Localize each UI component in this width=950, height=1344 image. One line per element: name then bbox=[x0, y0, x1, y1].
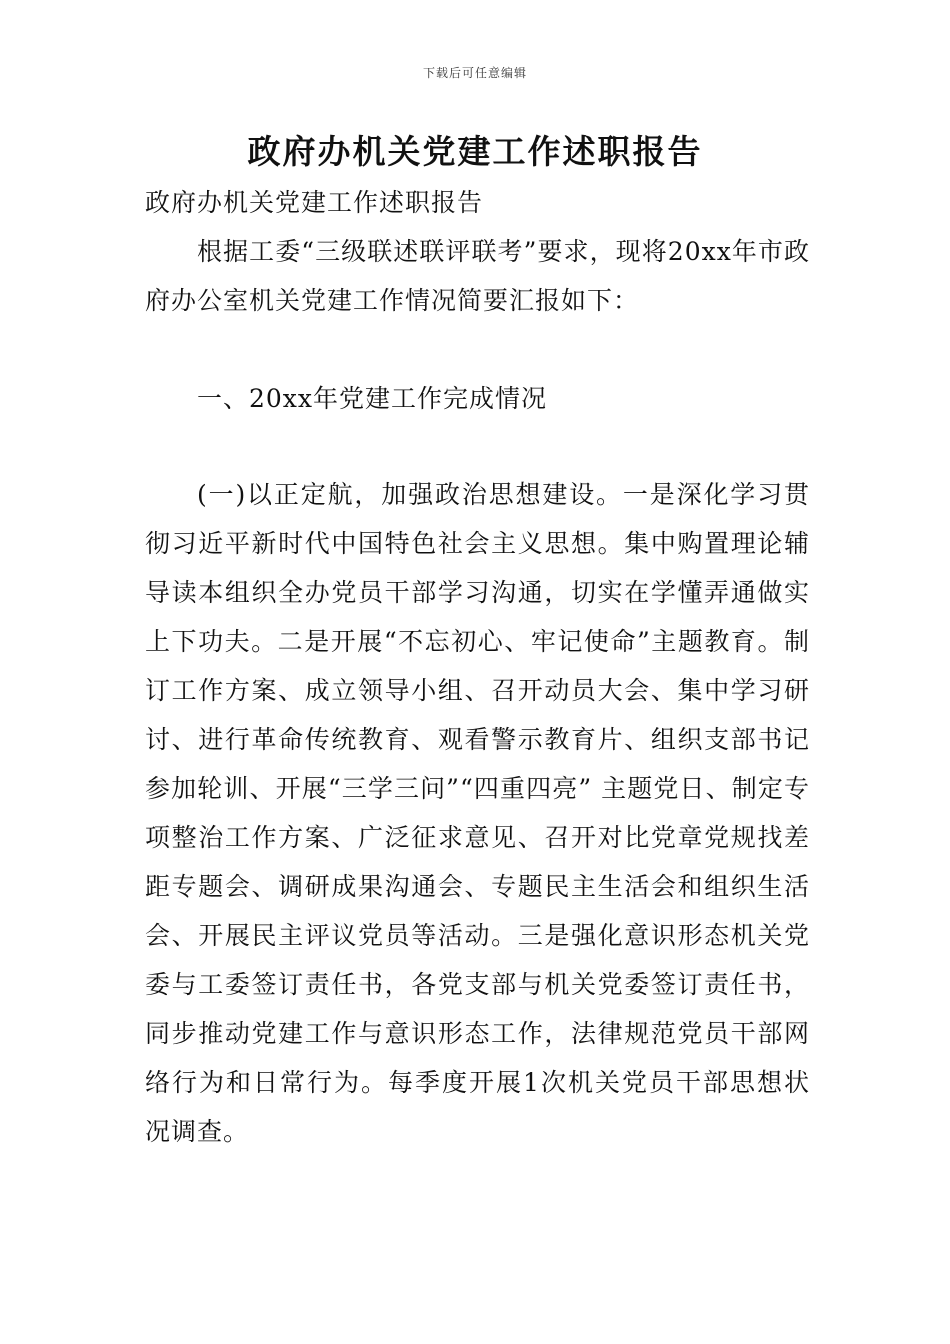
document-title: 政府办机关党建工作述职报告 bbox=[247, 132, 703, 171]
intro-paragraph: 根据工委“三级联述联评联考”要求，现将20xx年市政府办公室机关党建工作情况简要汇报如下： bbox=[145, 237, 810, 315]
document-subtitle: 政府办机关党建工作述职报告 bbox=[145, 188, 484, 217]
body-paragraph: (一)以正定航，加强政治思想建设。一是深化学习贯彻习近平新时代中国特色社会主义思想。集中购置理论辅导读本组织全办党员干部学习沟通，切实在学懂弄通做实上下功夫。二是开展“不忘初心、牢记使命”主题教育。制订工作方案、成立领导小组、召开动员大会、集中学习研讨、进行革命传统教育、观看警示教育片、组织支部书记参加轮训、开展“三学三问”“四重四亮” 主题党日、制定专项整治工作方案、广泛征求意见、召开对比党章党规找差距专题会、调研成果沟通会、专题民主生活会和组织生活会、开展民主评议党员等活动。三是强化意识形态机关党委与工委签订责任书，各党支部与机关党委签订责任书，同步推动党建工作与意识形态工作，法律规范党员干部网络行为和日常行为。每季度开展1次机关党员干部思想状况调查。 bbox=[145, 480, 810, 1146]
header-note: 下载后可任意编辑 bbox=[422, 66, 527, 80]
section-heading: 一、20xx年党建工作完成情况 bbox=[197, 384, 548, 413]
